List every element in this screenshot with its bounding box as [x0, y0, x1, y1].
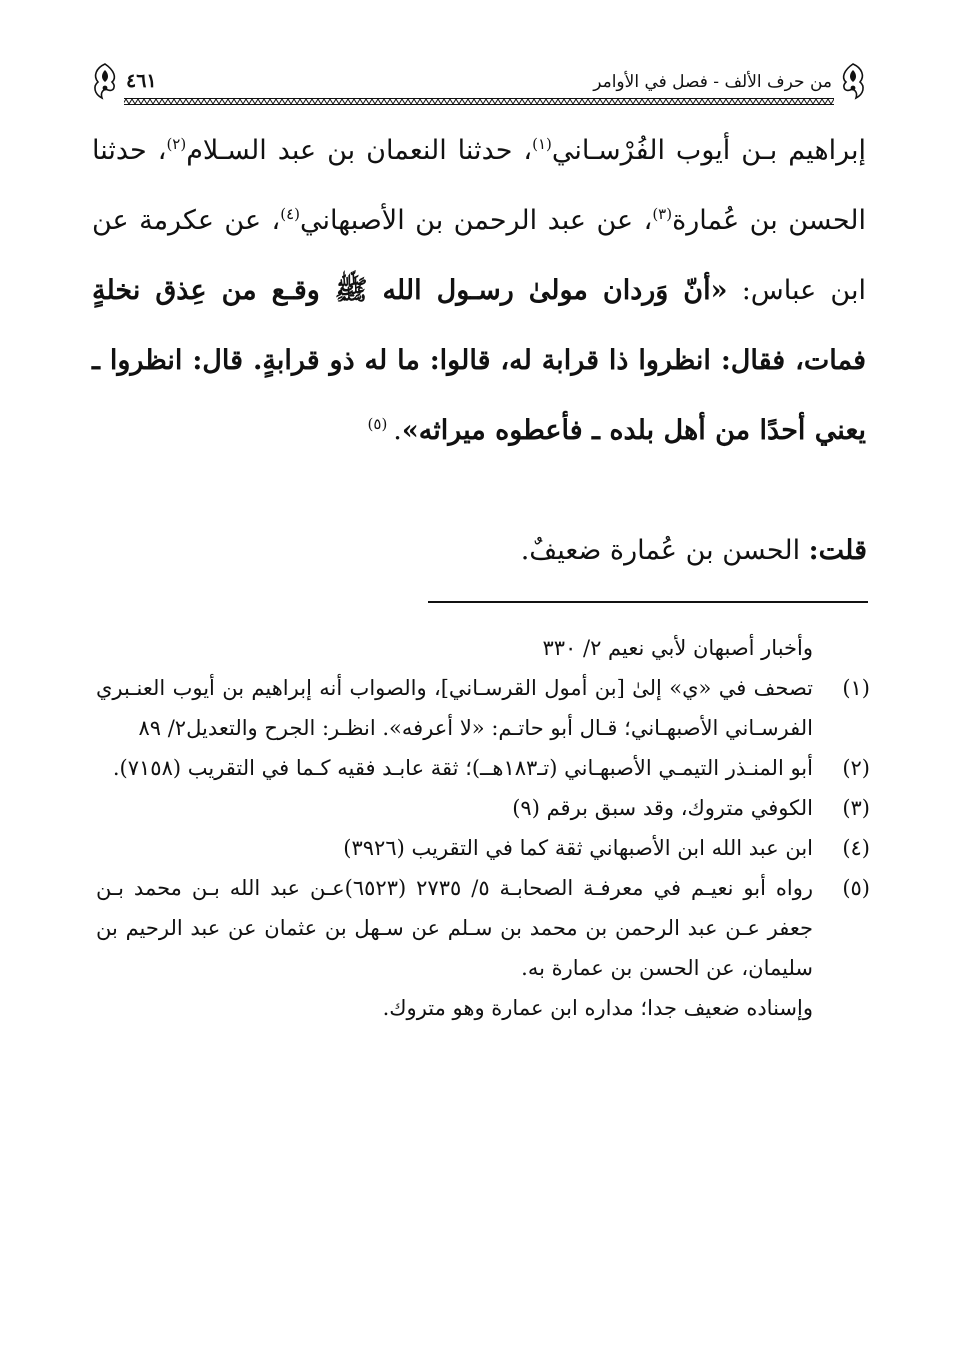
note-label: قلت: — [808, 535, 867, 566]
footnote-ref-3: (٣) — [652, 205, 673, 223]
footnote-item — [96, 748, 870, 788]
footnote-separator — [428, 601, 868, 603]
text-segment: ، عن عبد الرحمن بن الأصبهاني — [300, 205, 653, 236]
footnote-text: تصحف في «ي» إلىٰ [بن أمول القرسـاني]، والصواب أنه إبراهيم بن أيوب العنـبري الفرسـاني الأصبهـاني؛ قـال أبو حاتـم: «لا أعرفه». انظـر: الجرح والتعديل٢/ ٨٩ — [96, 676, 813, 740]
hadith-text: «أنّ وَردان مولىٰ رسـول الله ﷺ وقـع من عِذق نخلةٍ فمات، فقال: انظروا ذا قرابة له، قالوا: ما له ذو قرابةٍ. قال: انظروا ـ يعني أحدًا من أهل بلده ـ فأعطوه ميراثه» — [92, 275, 866, 446]
footnote-text: رواه أبو نعيـم في معرفـة الصحابـة ٥/ ٢٧٣٥ (٦٥٢٣)عـن عبد الله بـن محمد بـن جعفر عـن عبد الرحمن بن محمد بن سـلم عن سـهل بن عثمان عن عبد الرحيم بن سليمان، عن الحسن بن عمارة به. — [96, 876, 813, 980]
footnote-number: (٢) — [842, 756, 870, 780]
text-segment: ، عن عكرمة عن ابن عباس: — [92, 205, 866, 306]
footnote-continuation: وأخبار أصبهان لأبي نعيم ٢/ ٣٣٠ — [542, 636, 813, 660]
footnote-item — [96, 788, 870, 828]
footnote-body — [96, 788, 813, 828]
footnote-text: أبو المنـذر التيمـي الأصبهـاني (تـ١٨٣هــ)؛ ثقة عابـد فقيه كـما في التقريب (٧١٥٨). — [112, 756, 813, 780]
footnote-body — [96, 828, 813, 868]
footnote-body — [96, 868, 813, 1028]
footnotes — [96, 628, 870, 1028]
note-text: الحسن بن عُمارة ضعيفٌ. — [520, 535, 809, 566]
page-header — [90, 58, 868, 106]
text-segment: ، حدثنا الحسن بن عُمارة — [92, 135, 866, 236]
footnote-item — [96, 668, 870, 748]
footnote-body — [96, 748, 813, 788]
footnote-text: الكوفي متروك، وقد سبق برقم (٩) — [512, 796, 813, 820]
main-paragraph — [92, 116, 866, 466]
footnote-item — [96, 868, 870, 1028]
footnote-number: (٥) — [842, 876, 870, 900]
footnote-text: ابن عبد الله ابن الأصبهاني ثقة كما في التقريب (٣٩٢٦) — [343, 836, 813, 860]
footnote-number: (٤) — [842, 836, 870, 860]
author-note — [521, 535, 867, 566]
footnote-ref-1: (١) — [532, 135, 552, 153]
header-ornament-left-icon — [90, 62, 120, 100]
running-header-title: من حرف الألف - فصل في الأوامر — [593, 72, 832, 92]
text-segment: ، حدثنا النعمان بن عبد السـلام — [186, 135, 533, 166]
end-dot: . — [393, 415, 402, 446]
footnote-body — [96, 668, 813, 748]
footnote-ref-2: (٢) — [166, 135, 187, 153]
footnote-number: (١) — [842, 676, 870, 700]
footnote-item — [96, 828, 870, 868]
page-number: ٤٦١ — [126, 70, 157, 92]
text-segment: إبراهيم بـن أيوب الفُرْسـاني — [551, 135, 866, 166]
footnote-ref-4: (٤) — [280, 205, 301, 223]
footnote-number: (٣) — [842, 796, 870, 820]
header-decorative-rule — [90, 98, 868, 105]
footnote-ref-5: (٥) — [367, 415, 388, 433]
header-ornament-right-icon — [838, 62, 868, 100]
footnote-text: وإسناده ضعيف جدا؛ مداره ابن عمارة وهو متروك. — [382, 996, 813, 1020]
